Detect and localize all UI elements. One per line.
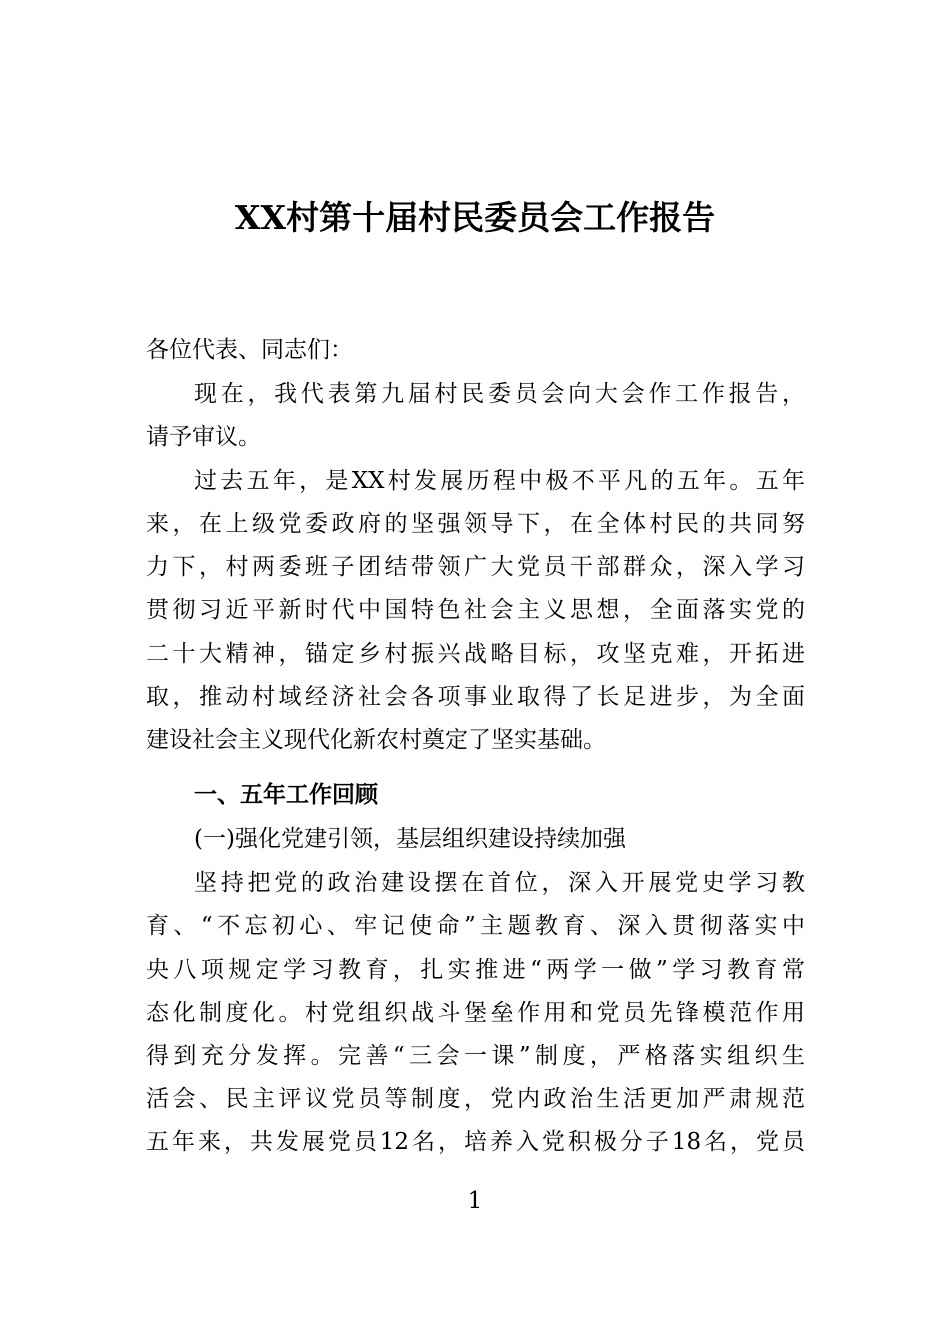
paragraph-line: 活会、民主评议党员等制度，党内政治生活更加严肃规范 (146, 1086, 805, 1112)
paragraph-line: 育、“不忘初心、牢记使命”主题教育、深入贯彻落实中 (146, 913, 805, 939)
paragraph-line: 建设社会主义现代化新农村奠定了坚实基础。 (146, 727, 606, 753)
paragraph-line: 五年来，共发展党员12名，培养入党积极分子18名，党员 (146, 1129, 805, 1155)
salutation: 各位代表、同志们： (146, 337, 353, 363)
paragraph-line: 态化制度化。村党组织战斗堡垒作用和党员先锋模范作用 (146, 1000, 805, 1026)
paragraph-line: 力下，村两委班子团结带领广大党员干部群众，深入学习 (146, 554, 805, 580)
paragraph-line: 来，在上级党委政府的坚强领导下，在全体村民的共同努 (146, 511, 805, 537)
paragraph-line: 请予审议。 (146, 424, 261, 450)
paragraph-line: 现在，我代表第九届村民委员会向大会作工作报告， (194, 381, 805, 407)
section-heading: 一、五年工作回顾 (194, 782, 378, 808)
paragraph-line: 二十大精神，锚定乡村振兴战略目标，攻坚克难，开拓进 (146, 641, 805, 667)
page-number: 1 (467, 1188, 483, 1214)
paragraph-line: 过去五年，是XX村发展历程中极不平凡的五年。五年 (194, 468, 805, 494)
paragraph-line: 贯彻习近平新时代中国特色社会主义思想，全面落实党的 (146, 597, 805, 623)
paragraph-line: 得到充分发挥。完善“三会一课”制度，严格落实组织生 (146, 1043, 805, 1069)
document-title: XX村第十届村民委员会工作报告 (234, 198, 716, 237)
paragraph-line: 取，推动村域经济社会各项事业取得了长足进步，为全面 (146, 684, 805, 710)
paragraph-line: 央八项规定学习教育，扎实推进“两学一做”学习教育常 (146, 957, 805, 983)
paragraph-line: 坚持把党的政治建设摆在首位，深入开展党史学习教 (194, 870, 805, 896)
subsection-heading: (一)强化党建引领，基层组织建设持续加强 (194, 826, 626, 852)
